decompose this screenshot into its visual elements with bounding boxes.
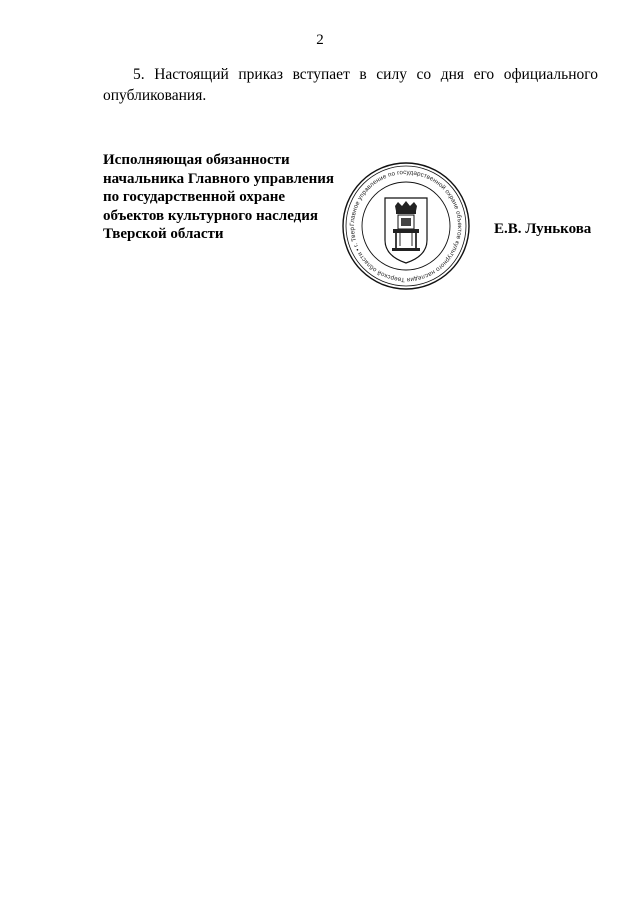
- body-paragraph: [103, 64, 598, 106]
- tver-coat-of-arms-icon: [385, 198, 427, 263]
- signer-position: [103, 151, 363, 244]
- signer-name: Е.В. Лунькова: [494, 221, 592, 237]
- seal-ring-textpath: Главное управление по государственной охране объектов культурного наследия Тверской области • г. Твер: [348, 168, 464, 284]
- page-number: 2: [316, 32, 324, 48]
- paragraph-line-2: опубликования.: [103, 87, 207, 104]
- paragraph-line-1: 5. Настоящий приказ вступает в силу со дня его официального: [133, 66, 598, 83]
- signer-position-line: Тверской области: [103, 226, 224, 243]
- signer-position-line: начальника Главного управления: [103, 170, 334, 187]
- signer-position-line: объектов культурного наследия: [103, 207, 319, 224]
- signer-position-line: Исполняющая обязанности: [103, 152, 290, 168]
- signer-position-line: по государственной охране: [103, 189, 286, 206]
- official-seal: [340, 160, 472, 292]
